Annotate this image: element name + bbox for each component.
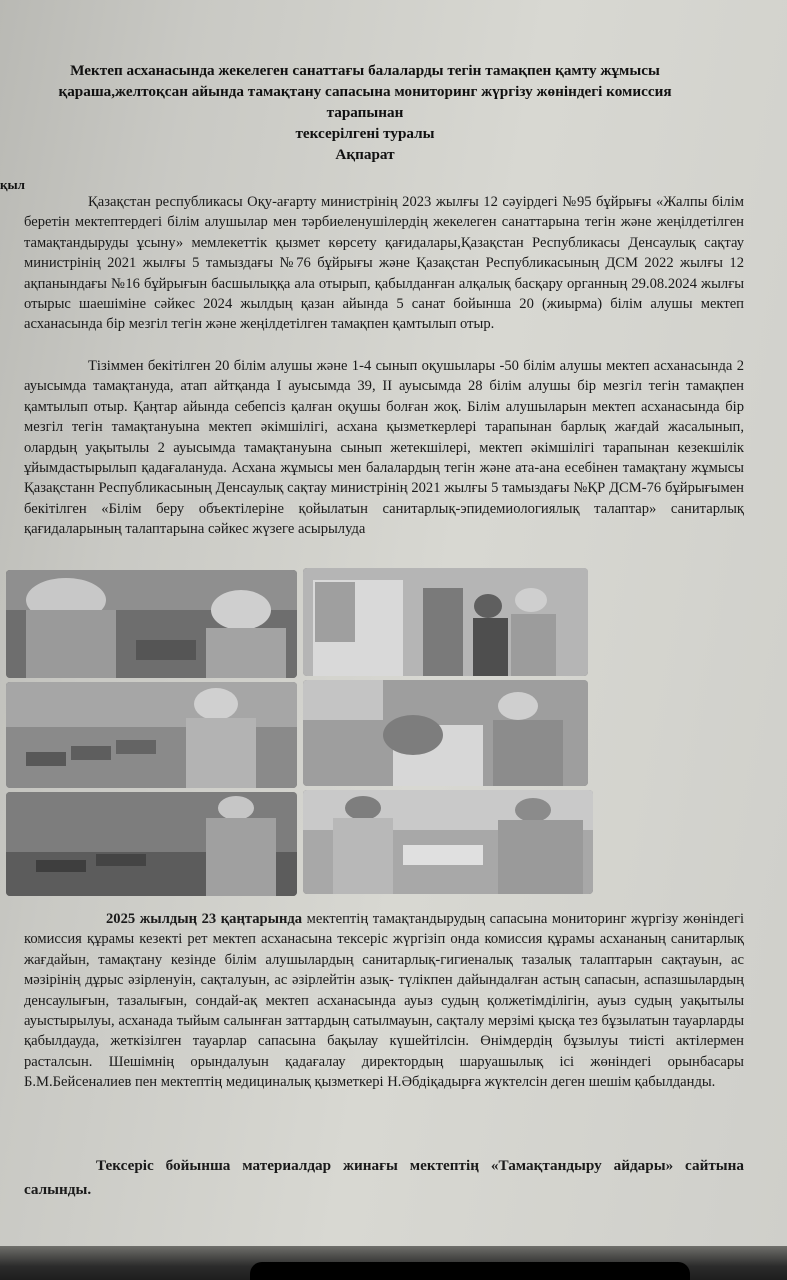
paragraph-3-text: мектептің тамақтандырудың сапасына мониторинг жүргізу жөніндегі комиссия құрамы кезекті рет мектеп асханасына тексеріс жүргізіп онда комиссия құрамы асхананың санитарлық жағдайын, тамақтану кезінде білім алушылардың санитарлық-гигиеналық тазалық талаптарын сақтауын, ас мәзірінің дұрыс әзірленуін, сақталуын, ас әзірлейтін азық- түлікпен дайындалған астың сапасын, аспазшылардың денсаулығын, тазалығын, сондай-ақ мектеп асханасында ауыз судың қолжетімділігін, ауыз судың уақытылы ауыстырылуы, асханада тыйым салынған заттардың сатылмауын, сақталу мерзімі қысқа тез бұзылатын тауарларды қабылдауда, жеткізілген тауарлар сапасына бақылау күшейтілсін. Өнімдердің бұзылуы тиісті актілермен расталсын. Шешімнің орындалуын қадағалау директордың шаруашылық ісі жөніндегі орынбасары Б.М.Бейсеналиев пен мектептің медициналық қызметкері Н.Әбдіқадырға жүктелсін деген шешім қабылданды. [24,911,744,1091]
paragraph-legal-basis [24,192,744,335]
title-line-1: Мектеп асханасында жекелеген санаттағы балаларды тегін тамақпен қамту жұмысы [70,62,660,79]
title-line-5: Ақпарат [335,146,395,163]
staff-at-stove-photo [303,680,588,786]
document-title [0,60,730,165]
serving-counter-photo [6,792,297,896]
paragraph-materials-published [24,1154,744,1202]
paragraph-inspection [24,909,744,1093]
kitchen-staff-photo [6,570,297,678]
food-trays-photo [6,682,297,788]
photo-background-shadow [0,1246,787,1280]
paragraph-meal-coverage [24,356,744,540]
title-line-2: қараша,желтоқсан айында тамақтану сапасына мониторинг жүргізу жөніндегі комиссия [58,83,672,100]
paragraph-2-text: Тізіммен бекітілген 20 білім алушы және 1-4 сынып оқушылары -50 білім алушы мектеп асханасында 2 ауысымда тамақтануда, атап айтқанда І ауысымда 39, ІІ ауысымда 28 білім алушы бір мезгіл тегін тамақпен қамтылып отыр. Қаңтар айында себепсіз қалған оқушы болған жоқ. Білім алушыларын мектеп асханасында бір мезгіл тегін тамақтануына мектеп әкімшілігі, асхана қызметкерлері тарапынан барлық жағдай жасалынып, олардың уақытылы 2 ауысымда тамақтануына сынып жетекшілері, мектеп әкімшілігі тарапынан кезекшілік ұйымдастырылып қадағалануда. Асхана жұмысы мен балалардың тегін және ата-ана есебінен тамақтану жұмысы Қазақстанн Республикасының Денсаулық сақтау министрінің 2021 жылғы 5 тамыздағы №ҚР ДСМ-76 бұйрығымен бекітілген «Білім беру объектілеріне қойылатын санитарлық-эпидемиологиялық талаптар» санитарлық қағидаларының талаптарына сәйкес жүзеге асырылуда [24,358,744,538]
title-line-3: тарапынан [326,104,404,121]
inspection-date: 2025 жылдың 23 қаңтарында [106,911,303,927]
kitchen-inspection-photo [303,568,588,676]
commission-members-photo [303,790,593,894]
paragraph-1-text: Қазақстан республикасы Оқу-ағарту министрінің 2023 жылғы 12 сәуірдегі №95 бұйрығы «Жалпы білім беретін мектептердегі білім алушылар мен тәрбиеленушілердің жекелеген санаттарына тегін және жеңілдетілген тамақтандыруды ұсыну» мемлекеттік қызмет көрсету қағидалары,Қазақстан Республикасы Денсаулық сақтау министрінің 2021 жылғы 5 тамыздағы №76 бұйрығы және Қазақстан Республикасының ДСМ 2022 жылғы 12 ақпанындағы №16 бұйрығын басшылыққа ала отырып, қабылданған алқалық басқару органның 29.08.2024 жылғы отырыс шаешіміне сәйкес 2024 жылдың қазан айында 5 санат бойынша 20 (жиырма) білім алушы мектеп асханасында бір мезгіл тегін және жеңілдетілген тамақпен қамтылып отыр. [24,194,744,333]
title-line-4: тексерілгені туралы [295,125,435,142]
paragraph-4-text: Тексеріс бойынша материалдар жинағы мектептің «Тамақтандыру айдары» сайтына салынды. [24,1157,744,1198]
cut-off-text-fragment: қыл [0,177,25,192]
